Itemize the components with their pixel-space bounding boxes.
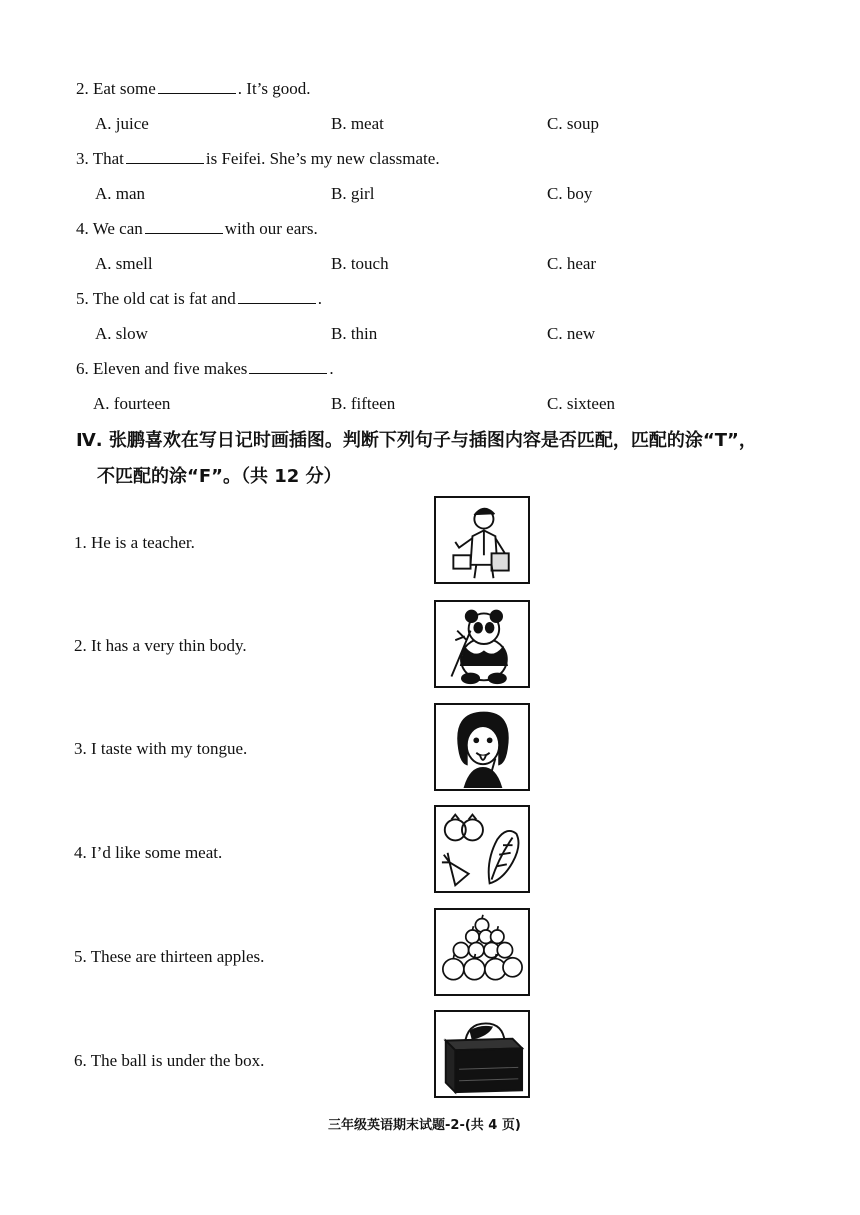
answer-blank [238,289,316,304]
question-text-after: is Feifei. She’s my new classmate. [205,149,440,168]
judge-item-3: 3. I taste with my tongue. [74,739,248,758]
question-number: 2. [76,79,89,98]
option-b: B. girl [331,184,375,203]
question-text-before: Eleven and five makes [93,359,248,378]
question-number: 6. [76,359,89,378]
section-4-instructions-line1: Ⅳ. 张鹏喜欢在写日记时画插图。判断下列句子与插图内容是否匹配，匹配的涂“T”， [76,430,757,451]
option-b: B. meat [331,114,384,133]
panda-icon [434,600,530,688]
question-text-after: . It’s good. [237,79,311,98]
option-b: B. fifteen [331,394,396,413]
question-text-before: We can [92,219,143,238]
question-stem [76,289,322,309]
question-text-before: Eat some [93,79,156,98]
option-a: A. man [95,184,146,203]
question-text-before: That [92,149,124,168]
option-a: A. fourteen [93,394,171,413]
question-stem [76,149,440,169]
page-footer: 三年级英语期末试题-2-(共 4 页) [328,1118,521,1133]
answer-blank [158,79,236,94]
option-c: C. sixteen [547,394,615,413]
option-c: C. boy [547,184,593,203]
ball-on-box-icon [434,1010,530,1098]
apples-icon [434,908,530,996]
question-text-after: . [317,289,322,308]
option-c: C. hear [547,254,597,273]
option-b: B. touch [331,254,389,273]
option-c: C. new [547,324,596,343]
option-c: C. soup [547,114,599,133]
judge-item-4: 4. I’d like some meat. [74,843,223,862]
answer-blank [249,359,327,374]
question-stem [76,79,311,99]
question-stem [76,359,334,379]
question-text-before: The old cat is fat and [92,289,236,308]
option-a: A. smell [95,254,153,273]
question-number: 3. [76,149,89,168]
option-a: A. slow [95,324,148,343]
section-4-instructions-line2: 不匹配的涂“F”。（共 12 分） [97,466,342,487]
question-text-after: with our ears. [224,219,318,238]
question-number: 4. [76,219,89,238]
boy-student-icon [434,496,530,584]
judge-item-6: 6. The ball is under the box. [74,1051,265,1070]
question-stem [76,219,318,239]
question-text-after: . [329,359,334,378]
answer-blank [145,219,223,234]
judge-item-1: 1. He is a teacher. [74,533,195,552]
question-number: 5. [76,289,89,308]
option-a: A. juice [95,114,149,133]
judge-item-2: 2. It has a very thin body. [74,636,247,655]
girl-tongue-icon [434,703,530,791]
option-b: B. thin [331,324,378,343]
vegetables-icon [434,805,530,893]
judge-item-5: 5. These are thirteen apples. [74,947,265,966]
answer-blank [126,149,204,164]
